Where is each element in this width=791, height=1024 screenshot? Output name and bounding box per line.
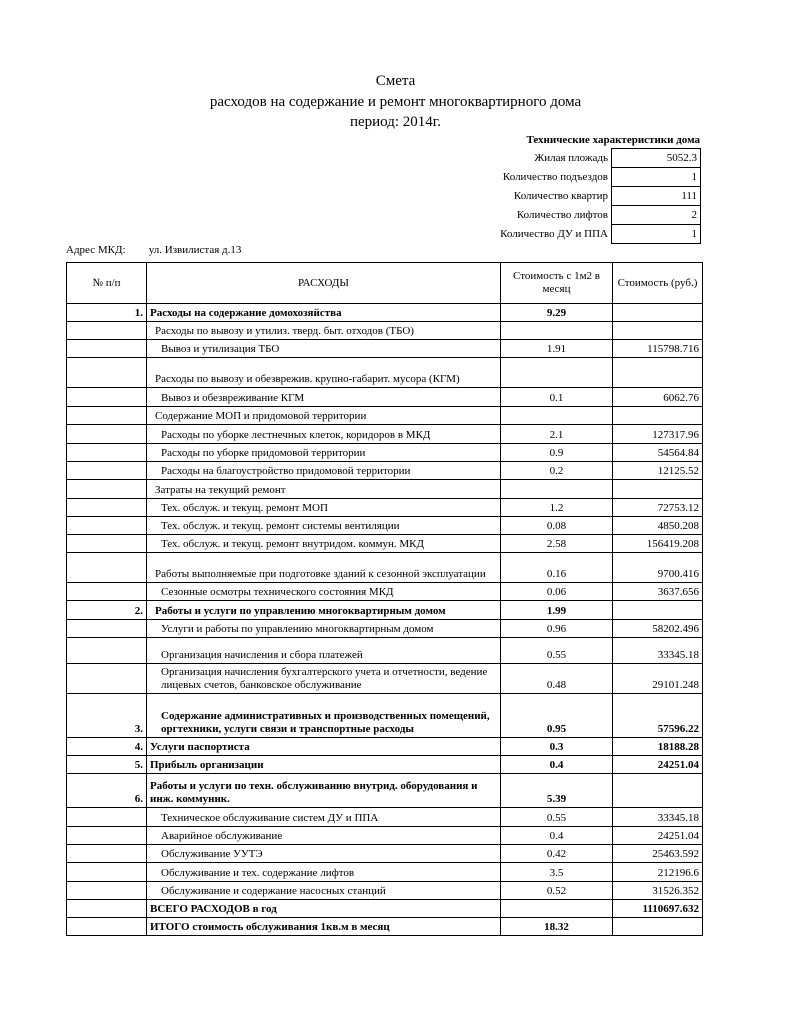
table-row bbox=[67, 738, 703, 756]
tech-value: 2 bbox=[612, 206, 701, 225]
row-expense-name: Обслуживание УУТЭ bbox=[147, 845, 501, 863]
row-cost-total: 58202.496 bbox=[613, 620, 703, 638]
table-row bbox=[67, 340, 703, 358]
tech-row bbox=[380, 187, 701, 206]
row-expense-name: Содержание МОП и придомовой территории bbox=[147, 407, 501, 425]
row-expense-name: Тех. обслуж. и текущ. ремонт внутридом. коммун. МКД bbox=[147, 535, 501, 553]
row-expense-name: Вывоз и обезвреживание КГМ bbox=[147, 388, 501, 407]
row-cost-total bbox=[613, 774, 703, 808]
row-number bbox=[67, 620, 147, 638]
row-expense-name: ВСЕГО РАСХОДОВ в год bbox=[147, 900, 501, 918]
row-number: 1. bbox=[67, 304, 147, 322]
row-expense-name: Организация начисления бухгалтерского учета и отчетности, ведение лицевых счетов, банковское обслуживание bbox=[147, 664, 501, 694]
row-cost-total: 1110697.632 bbox=[613, 900, 703, 918]
row-expense-name: Тех. обслуж. и текущ. ремонт МОП bbox=[147, 499, 501, 517]
tech-row bbox=[380, 206, 701, 225]
row-number: 3. bbox=[67, 694, 147, 738]
row-number bbox=[67, 863, 147, 882]
row-expense-name: Расходы по уборке придомовой территории bbox=[147, 444, 501, 462]
table-row bbox=[67, 774, 703, 808]
row-cost-per-m2: 9.29 bbox=[501, 304, 613, 322]
row-expense-name: Работы выполняемые при подготовке зданий к сезонной эксплуатации bbox=[147, 553, 501, 583]
table-row bbox=[67, 664, 703, 694]
row-cost-per-m2 bbox=[501, 900, 613, 918]
table-row bbox=[67, 827, 703, 845]
row-cost-total bbox=[613, 322, 703, 340]
row-expense-name: Обслуживание и тех. содержание лифтов bbox=[147, 863, 501, 882]
row-cost-total: 54564.84 bbox=[613, 444, 703, 462]
row-cost-per-m2 bbox=[501, 358, 613, 388]
address-value: ул. Извилистая д.13 bbox=[148, 244, 242, 256]
row-expense-name: Техническое обслуживание систем ДУ и ППА bbox=[147, 808, 501, 827]
table-row bbox=[67, 583, 703, 601]
row-number bbox=[67, 638, 147, 664]
row-number bbox=[67, 388, 147, 407]
document-subtitle: расходов на содержание и ремонт многоквартирного дома bbox=[209, 94, 582, 110]
header-per-m2: Стоимость с 1м2 в месяц bbox=[501, 263, 613, 304]
row-cost-total: 18188.28 bbox=[613, 738, 703, 756]
tech-label: Жилая пложадь bbox=[534, 152, 608, 164]
row-cost-per-m2: 0.4 bbox=[501, 756, 613, 774]
row-cost-per-m2: 0.4 bbox=[501, 827, 613, 845]
row-cost-total bbox=[613, 407, 703, 425]
row-expense-name: ИТОГО стоимость обслуживания 1кв.м в месяц bbox=[147, 918, 501, 936]
table-row bbox=[67, 638, 703, 664]
row-expense-name: Затраты на текущий ремонт bbox=[147, 480, 501, 499]
row-cost-total bbox=[613, 918, 703, 936]
row-expense-name: Вывоз и утилизация ТБО bbox=[147, 340, 501, 358]
row-cost-total bbox=[613, 358, 703, 388]
row-cost-per-m2: 2.58 bbox=[501, 535, 613, 553]
tech-characteristics-title: Технические характеристики дома bbox=[526, 134, 700, 146]
row-number bbox=[67, 535, 147, 553]
row-cost-per-m2: 3.5 bbox=[501, 863, 613, 882]
row-number: 5. bbox=[67, 756, 147, 774]
table-row bbox=[67, 620, 703, 638]
row-cost-per-m2: 0.06 bbox=[501, 583, 613, 601]
row-cost-per-m2: 5.39 bbox=[501, 774, 613, 808]
row-cost-per-m2: 0.9 bbox=[501, 444, 613, 462]
row-number bbox=[67, 407, 147, 425]
row-cost-per-m2: 0.42 bbox=[501, 845, 613, 863]
row-cost-total: 33345.18 bbox=[613, 808, 703, 827]
row-cost-per-m2: 0.96 bbox=[501, 620, 613, 638]
row-number bbox=[67, 499, 147, 517]
row-cost-total: 72753.12 bbox=[613, 499, 703, 517]
row-expense-name: Услуги паспортиста bbox=[147, 738, 501, 756]
row-cost-per-m2: 2.1 bbox=[501, 425, 613, 444]
row-expense-name: Работы и услуги по техн. обслуживанию внутрид. оборудования и инж. коммуник. bbox=[147, 774, 501, 808]
row-expense-name: Прибыль организации bbox=[147, 756, 501, 774]
row-cost-total bbox=[613, 304, 703, 322]
table-row bbox=[67, 918, 703, 936]
row-number bbox=[67, 322, 147, 340]
row-number bbox=[67, 517, 147, 535]
row-cost-total: 127317.96 bbox=[613, 425, 703, 444]
row-number: 4. bbox=[67, 738, 147, 756]
row-expense-name: Расходы по вывозу и обезврежив. крупно-габарит. мусора (КГМ) bbox=[147, 358, 501, 388]
row-cost-total: 212196.6 bbox=[613, 863, 703, 882]
header-num: № п/п bbox=[67, 263, 147, 304]
row-cost-total bbox=[613, 480, 703, 499]
row-cost-total: 9700.416 bbox=[613, 553, 703, 583]
row-cost-total: 33345.18 bbox=[613, 638, 703, 664]
tech-label: Количество ДУ и ППА bbox=[500, 228, 608, 240]
row-cost-per-m2: 1.99 bbox=[501, 601, 613, 620]
row-expense-name: Содержание административных и производственных помещений, оргтехники, услуги связи и транспортные расходы bbox=[147, 694, 501, 738]
row-expense-name: Услуги и работы по управлению многоквартирным домом bbox=[147, 620, 501, 638]
row-cost-total: 31526.352 bbox=[613, 882, 703, 900]
row-expense-name: Организация начисления и сбора платежей bbox=[147, 638, 501, 664]
row-cost-total: 57596.22 bbox=[613, 694, 703, 738]
table-row bbox=[67, 808, 703, 827]
row-cost-total: 6062.76 bbox=[613, 388, 703, 407]
tech-characteristics-table bbox=[380, 148, 701, 244]
row-cost-per-m2 bbox=[501, 322, 613, 340]
table-row bbox=[67, 517, 703, 535]
row-cost-per-m2: 0.08 bbox=[501, 517, 613, 535]
row-cost-per-m2: 0.16 bbox=[501, 553, 613, 583]
row-cost-per-m2: 0.3 bbox=[501, 738, 613, 756]
table-row bbox=[67, 407, 703, 425]
header-total: Стоимость (руб.) bbox=[613, 263, 703, 304]
row-cost-per-m2: 0.55 bbox=[501, 638, 613, 664]
row-cost-total: 3637.656 bbox=[613, 583, 703, 601]
tech-row bbox=[380, 168, 701, 187]
row-number bbox=[67, 425, 147, 444]
table-row bbox=[67, 601, 703, 620]
row-number bbox=[67, 845, 147, 863]
row-number: 6. bbox=[67, 774, 147, 808]
row-cost-total: 25463.592 bbox=[613, 845, 703, 863]
row-cost-per-m2 bbox=[501, 407, 613, 425]
table-row bbox=[67, 444, 703, 462]
tech-value: 5052.3 bbox=[612, 149, 701, 168]
row-expense-name: Расходы по уборке лестнечных клеток, коридоров в МКД bbox=[147, 425, 501, 444]
row-cost-total: 12125.52 bbox=[613, 462, 703, 480]
row-expense-name: Расходы по вывозу и утилиз. тверд. быт. отходов (ТБО) bbox=[147, 322, 501, 340]
row-cost-per-m2: 0.48 bbox=[501, 664, 613, 694]
row-number bbox=[67, 340, 147, 358]
table-row bbox=[67, 480, 703, 499]
row-cost-total: 156419.208 bbox=[613, 535, 703, 553]
table-row bbox=[67, 882, 703, 900]
row-cost-per-m2: 0.95 bbox=[501, 694, 613, 738]
table-row bbox=[67, 863, 703, 882]
table-row bbox=[67, 358, 703, 388]
row-cost-per-m2: 0.52 bbox=[501, 882, 613, 900]
table-row bbox=[67, 322, 703, 340]
row-number bbox=[67, 808, 147, 827]
address-label: Адрес МКД: bbox=[66, 244, 126, 256]
row-cost-per-m2: 1.2 bbox=[501, 499, 613, 517]
table-row bbox=[67, 304, 703, 322]
document-period: период: 2014г. bbox=[349, 114, 442, 130]
table-row bbox=[67, 694, 703, 738]
table-row bbox=[67, 845, 703, 863]
row-number bbox=[67, 553, 147, 583]
tech-value: 111 bbox=[612, 187, 701, 206]
table-row bbox=[67, 900, 703, 918]
table-row bbox=[67, 462, 703, 480]
row-cost-total bbox=[613, 601, 703, 620]
row-number bbox=[67, 444, 147, 462]
row-number bbox=[67, 462, 147, 480]
row-cost-per-m2: 0.1 bbox=[501, 388, 613, 407]
row-number bbox=[67, 900, 147, 918]
row-number bbox=[67, 664, 147, 694]
row-cost-total: 24251.04 bbox=[613, 827, 703, 845]
row-number bbox=[67, 827, 147, 845]
tech-label: Количество лифтов bbox=[516, 209, 608, 221]
table-row bbox=[67, 425, 703, 444]
tech-label: Количество квартир bbox=[513, 190, 608, 202]
tech-label: Количество подъездов bbox=[502, 171, 608, 183]
row-cost-total: 115798.716 bbox=[613, 340, 703, 358]
row-expense-name: Сезонные осмотры технического состояния МКД bbox=[147, 583, 501, 601]
expenses-table bbox=[66, 262, 703, 936]
row-expense-name: Расходы на содержание домохозяйства bbox=[147, 304, 501, 322]
row-expense-name: Тех. обслуж. и текущ. ремонт системы вентиляции bbox=[147, 517, 501, 535]
row-cost-total: 4850.208 bbox=[613, 517, 703, 535]
table-row bbox=[67, 499, 703, 517]
tech-value: 1 bbox=[612, 168, 701, 187]
row-cost-per-m2: 18.32 bbox=[501, 918, 613, 936]
row-number bbox=[67, 882, 147, 900]
row-cost-per-m2 bbox=[501, 480, 613, 499]
row-number bbox=[67, 358, 147, 388]
table-row bbox=[67, 553, 703, 583]
table-row bbox=[67, 388, 703, 407]
row-expense-name: Обслуживание и содержание насосных станций bbox=[147, 882, 501, 900]
table-row bbox=[67, 756, 703, 774]
row-cost-per-m2: 0.55 bbox=[501, 808, 613, 827]
tech-row bbox=[380, 225, 701, 244]
row-cost-per-m2: 0.2 bbox=[501, 462, 613, 480]
document-title: Смета bbox=[375, 73, 416, 89]
table-row bbox=[67, 535, 703, 553]
row-expense-name: Расходы на благоустройство придомовой территории bbox=[147, 462, 501, 480]
row-number bbox=[67, 918, 147, 936]
row-number bbox=[67, 480, 147, 499]
header-name: РАСХОДЫ bbox=[147, 263, 501, 304]
table-header-row bbox=[67, 263, 703, 304]
tech-row bbox=[380, 149, 701, 168]
row-expense-name: Работы и услуги по управлению многоквартирным домом bbox=[147, 601, 501, 620]
tech-value: 1 bbox=[612, 225, 701, 244]
row-cost-total: 24251.04 bbox=[613, 756, 703, 774]
row-number: 2. bbox=[67, 601, 147, 620]
row-cost-per-m2: 1.91 bbox=[501, 340, 613, 358]
row-number bbox=[67, 583, 147, 601]
row-expense-name: Аварийное обслуживание bbox=[147, 827, 501, 845]
row-cost-total: 29101.248 bbox=[613, 664, 703, 694]
address-line bbox=[66, 244, 241, 256]
